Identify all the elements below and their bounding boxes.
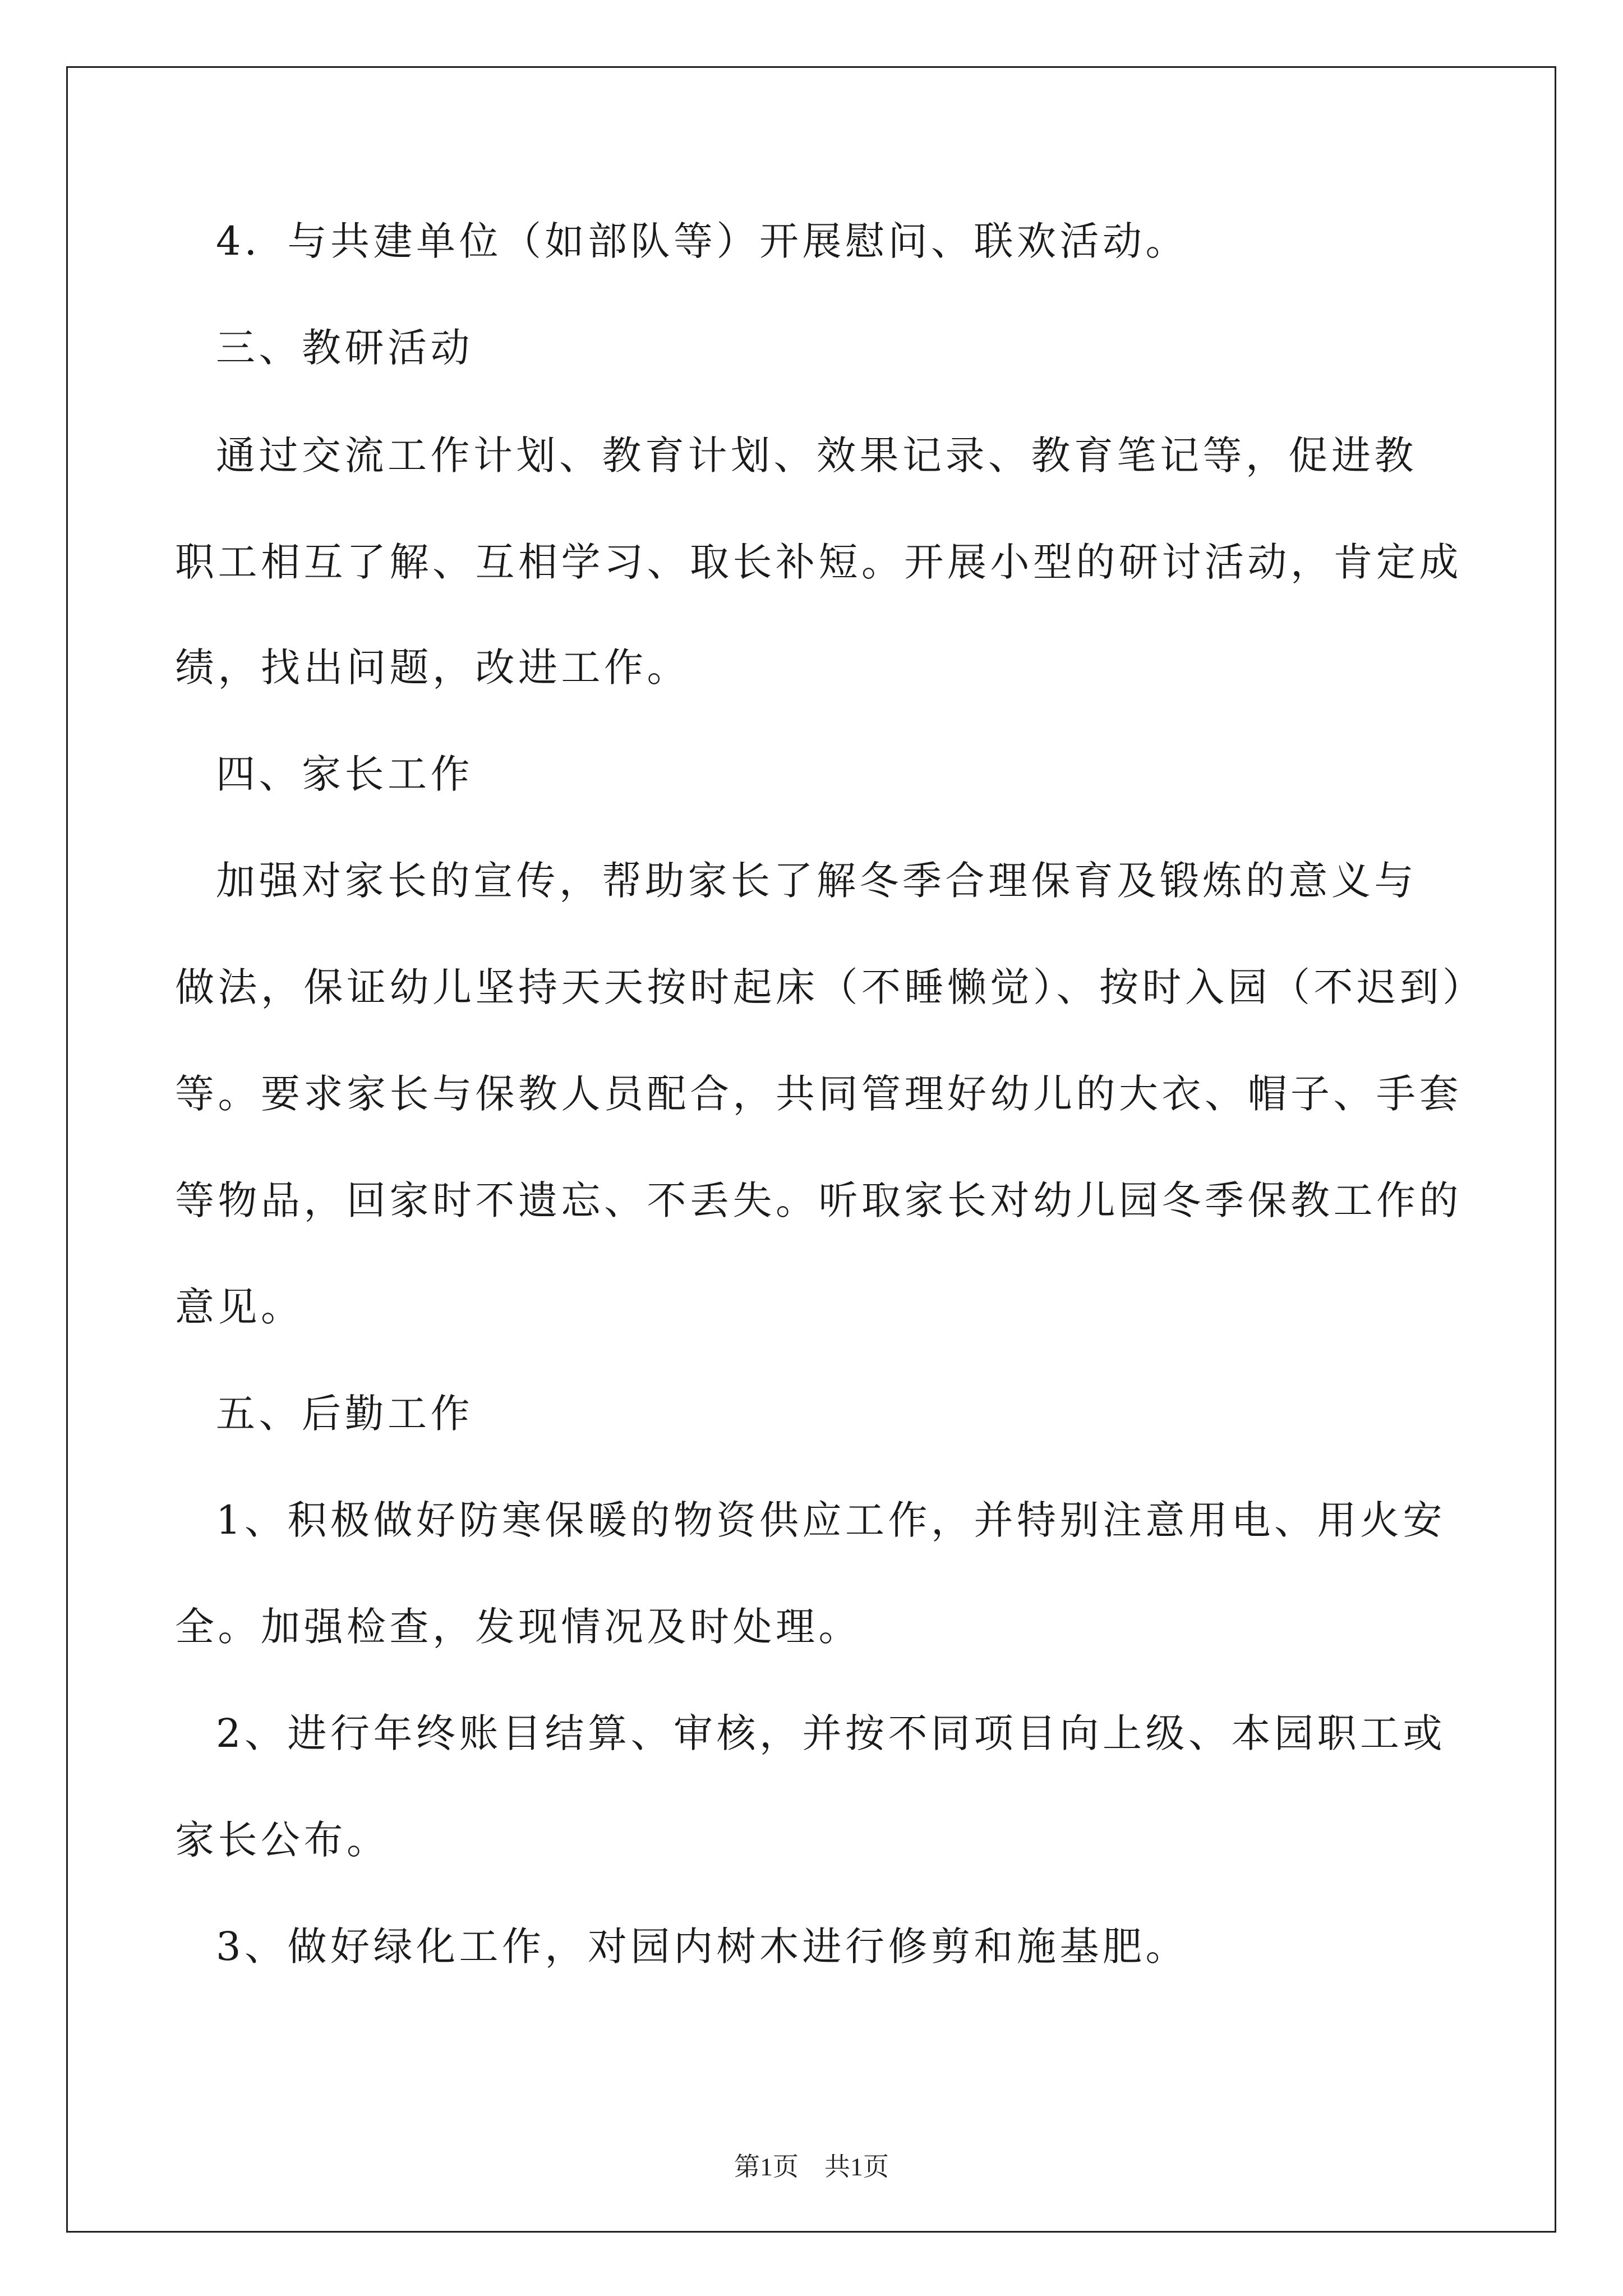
paragraph-line: 绩，找出问题，改进工作。 (175, 645, 690, 691)
paragraph-line: 2、进行年终账目结算、审核，并按不同项目向上级、本园职工或 (216, 1710, 1446, 1756)
paragraph-line: 加强对家长的宣传，帮助家长了解冬季合理保育及锻炼的意义与 (216, 858, 1417, 904)
paragraph-line: 家长公布。 (175, 1817, 390, 1863)
section-heading: 四、家长工作 (216, 751, 473, 797)
paragraph-line: 1、积极做好防寒保暖的物资供应工作，并特别注意用电、用火安 (216, 1497, 1446, 1543)
paragraph-line: 意见。 (175, 1284, 304, 1330)
page-number-footer: 第1页 共1页 (734, 2152, 889, 2181)
paragraph-line: 通过交流工作计划、教育计划、效果记录、教育笔记等，促进教 (216, 432, 1417, 478)
section-heading: 五、后勤工作 (216, 1391, 473, 1437)
paragraph-line: 等物品，回家时不遗忘、不丢失。听取家长对幼儿园冬季保教工作的 (175, 1177, 1462, 1223)
paragraph-line: 全。加强检查，发现情况及时处理。 (175, 1604, 861, 1650)
paragraph-line: 做法，保证幼儿坚持天天按时起床（不睡懒觉）、按时入园（不迟到） (175, 964, 1486, 1010)
paragraph-line: 等。要求家长与保教人员配合，共同管理好幼儿的大衣、帽子、手套 (175, 1071, 1462, 1117)
paragraph-line: 3、做好绿化工作，对园内树木进行修剪和施基肥。 (216, 1924, 1189, 1970)
paragraph-line: 4．与共建单位（如部队等）开展慰问、联欢活动。 (216, 218, 1189, 264)
section-heading: 三、教研活动 (216, 325, 473, 371)
paragraph-line: 职工相互了解、互相学习、取长补短。开展小型的研讨活动，肯定成 (175, 539, 1462, 585)
